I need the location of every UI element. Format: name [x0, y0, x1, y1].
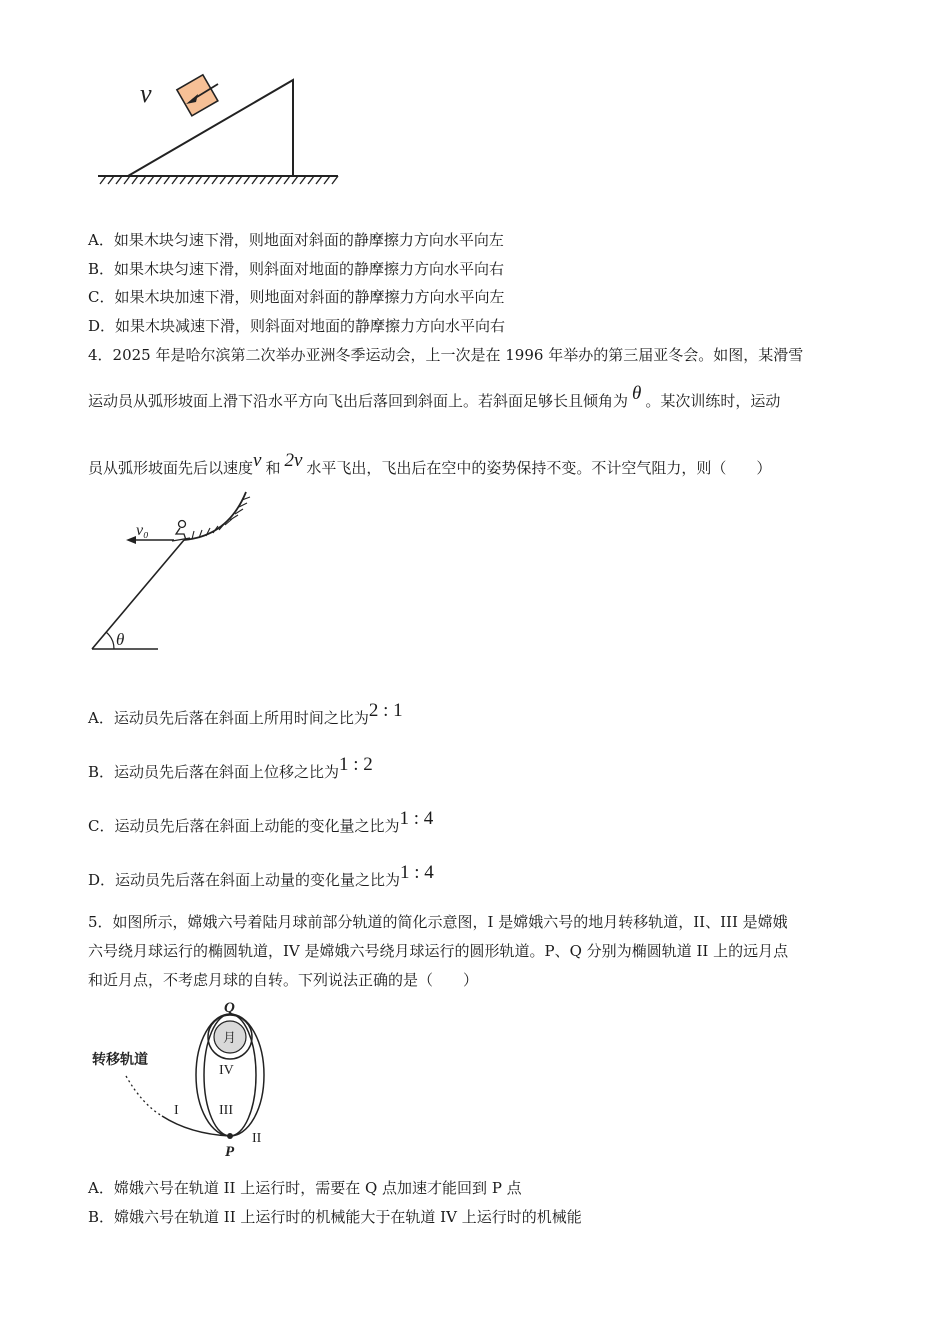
q5-stem-line2: 六号绕月球运行的椭圆轨道，IV 是嫦娥六号绕月球运行的圆形轨道。P、Q 分别为椭圆轨道 II 上的远月点 — [88, 942, 789, 960]
q4-stem-line3-b: 水平飞出，飞出后在空中的姿势保持不变。不计空气阻力，则（ ） — [306, 459, 772, 477]
v0-label: v₀ — [136, 522, 149, 539]
q4-option-b: B．运动员先后落在斜面上位移之比为1 : 2 — [88, 754, 373, 781]
q4-stem-line2 — [88, 384, 780, 411]
q5-option-b: B．嫦娥六号在轨道 II 上运行时的机械能大于在轨道 IV 上运行时的机械能 — [88, 1208, 582, 1226]
point-p-marker — [227, 1133, 233, 1139]
incline-block-figure — [90, 72, 350, 192]
q4-stem-line2-a: 运动员从弧形坡面上滑下沿水平方向飞出后落回到斜面上。若斜面足够长且倾角为 — [88, 392, 629, 410]
theta-symbol: θ — [632, 383, 642, 404]
q4-stem-line2-b: 。某次训练时，运动 — [645, 392, 781, 410]
ratio-c: 1 : 4 — [399, 808, 434, 829]
velocity-label: v — [140, 79, 152, 108]
point-p-label: P — [225, 1144, 235, 1160]
point-q-label: Q — [224, 1000, 235, 1016]
q3-option-c: C．如果木块加速下滑，则地面对斜面的静摩擦力方向水平向左 — [88, 288, 505, 306]
q4-and: 和 — [265, 459, 281, 477]
q4-option-d: D．运动员先后落在斜面上动量的变化量之比为1 : 4 — [88, 862, 434, 889]
ratio-b: 1 : 2 — [339, 754, 373, 775]
q4-stem-line3 — [88, 451, 771, 478]
q5-option-a: A．嫦娥六号在轨道 II 上运行时，需要在 Q 点加速才能回到 P 点 — [88, 1179, 522, 1197]
v-symbol: v — [253, 450, 262, 471]
theta-label: θ — [116, 630, 125, 649]
q4-stem-line3-a: 员从弧形坡面先后以速度 — [88, 459, 254, 477]
ratio-d: 1 : 4 — [400, 862, 434, 883]
q4-stem-line1: 4．2025 年是哈尔滨第二次举办亚洲冬季运动会，上一次是在 1996 年举办的第三届亚冬会。如图，某滑雪 — [88, 346, 804, 364]
moon-label: 月 — [223, 1031, 237, 1046]
q4-option-a: A．运动员先后落在斜面上所用时间之比为2 : 1 — [88, 700, 403, 727]
q5-stem-line3: 和近月点，不考虑月球的自转。下列说法正确的是（ ） — [88, 971, 479, 989]
transfer-orbit-label: 转移轨道 — [92, 1052, 148, 1068]
orbit-i-label: I — [174, 1103, 179, 1118]
orbit-iii-label: III — [219, 1103, 233, 1118]
lunar-orbit-figure — [90, 996, 290, 1166]
q3-option-b: B．如果木块匀速下滑，则斜面对地面的静摩擦力方向水平向右 — [88, 260, 505, 278]
orbit-ii-label: II — [252, 1131, 262, 1146]
q4-option-c: C．运动员先后落在斜面上动能的变化量之比为1 : 4 — [88, 808, 434, 835]
q5-stem-line1: 5．如图所示，嫦娥六号着陆月球前部分轨道的简化示意图，I 是嫦娥六号的地月转移轨道，II、III 是嫦娥 — [88, 913, 788, 931]
orbit-iv-label: IV — [219, 1063, 234, 1078]
two-v-symbol: 2v — [284, 450, 303, 471]
ski-jump-figure — [88, 488, 268, 658]
q3-option-a: A．如果木块匀速下滑，则地面对斜面的静摩擦力方向水平向左 — [88, 231, 504, 249]
skier-icon — [172, 521, 190, 542]
ratio-a: 2 : 1 — [368, 700, 403, 721]
q3-option-d: D．如果木块减速下滑，则斜面对地面的静摩擦力方向水平向右 — [88, 317, 506, 335]
